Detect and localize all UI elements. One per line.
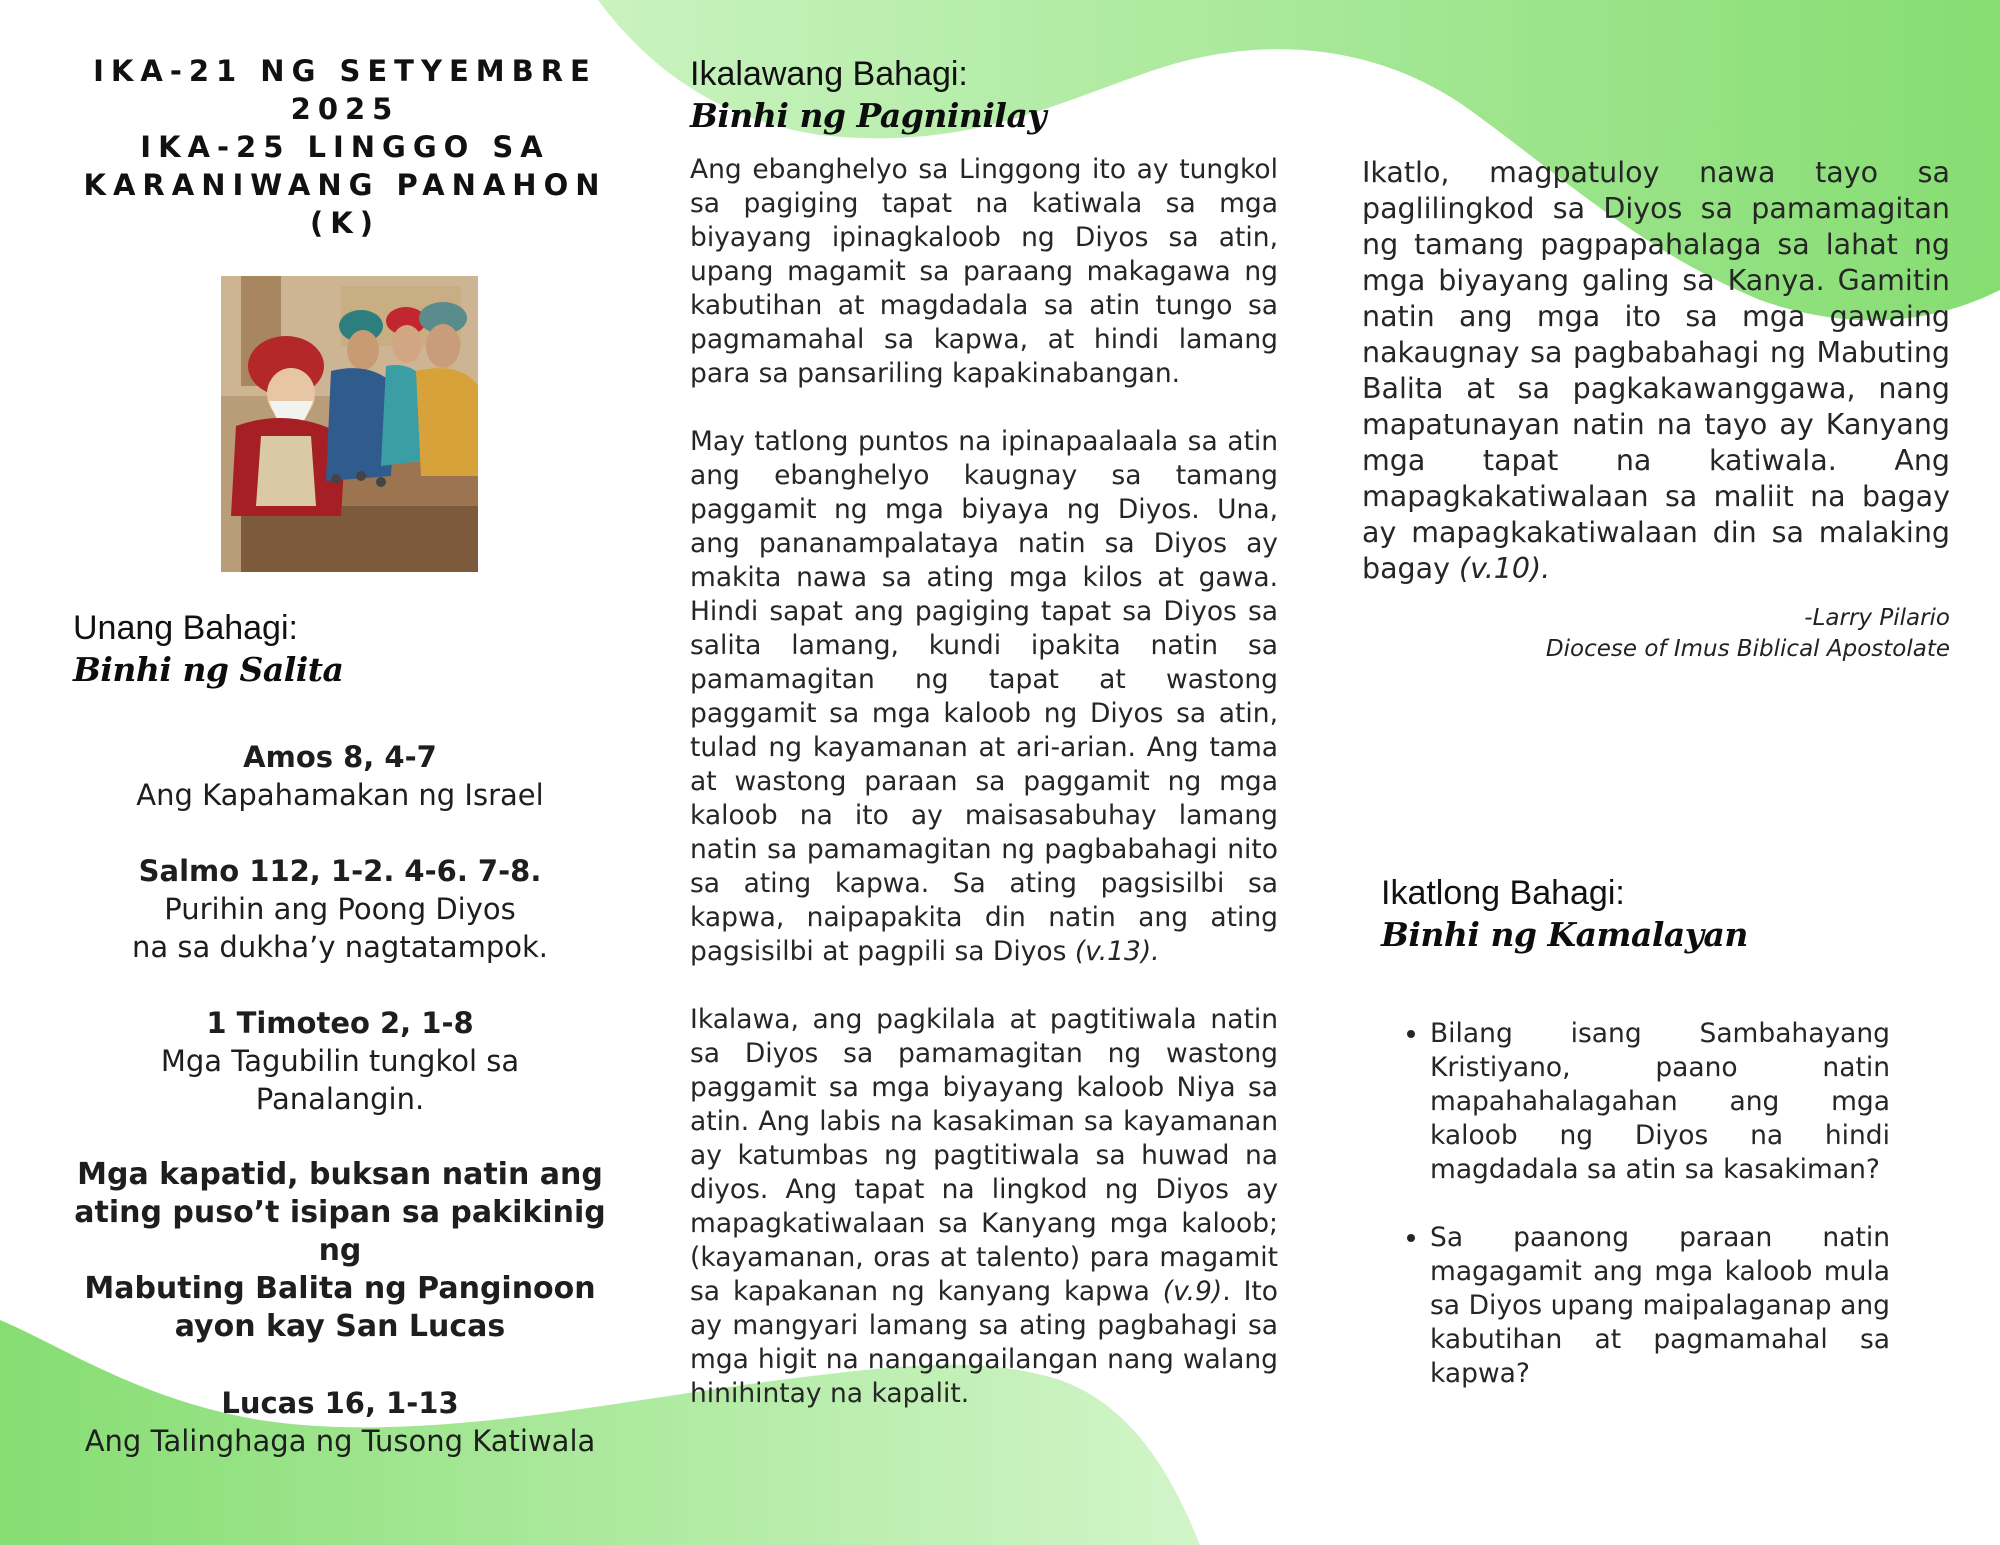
paragraph [1362, 155, 1950, 587]
paragraph [690, 425, 1278, 969]
verse-ref: (v.10). [1459, 552, 1551, 585]
reading-title: Purihin ang Poong Diyos [164, 892, 516, 926]
paragraph-text: Ikatlo, magpatuloy nawa tayo sa paglilingkod sa Diyos sa pamamagitan ng tamang pagpapahalaga sa lahat ng mga biyayang galing sa Kanya. Gamitin natin ang mga ito sa mga gawaing nakaugnay sa pagbabahagi ng Mabuting Balita at sa pagkakawanggawa, nang mapatunayan natin na tayo ay Kanyang mga tapat na katiwala. Ang mapagkakatiwalaan sa maliit na bagay ay mapagkakatiwalaan din sa malaking bagay [1362, 156, 1950, 585]
date-line: IKA-25 LINGGO SA [140, 130, 550, 164]
author-credit [1362, 603, 1950, 665]
date-line: (K) [310, 206, 380, 240]
date-title [70, 52, 620, 242]
reading-ref: 1 Timoteo 2, 1-8 [206, 1006, 474, 1040]
gospel-title: Ang Talinghaga ng Tusong Katiwala [84, 1424, 596, 1458]
paragraph [690, 1003, 1278, 1411]
section-title: Binhi ng Kamalayan [1381, 915, 1748, 954]
date-line: IKA-21 NG SETYEMBRE [93, 54, 597, 88]
section-heading-2 [690, 54, 1278, 138]
question-item: • Bilang isang Sambahayang Kristiyano, paano natin mapahahalagahan ang mga kaloob ng Diyos na hindi magdadala sa atin sa kasakiman? [1430, 1017, 1890, 1187]
section-label: Unang Bahagi: [73, 609, 298, 647]
paragraph: Ang ebanghelyo sa Linggong ito ay tungkol sa pagiging tapat na katiwala sa mga biyayang ipinagkaloob ng Diyos sa atin, upang magamit sa paraang makagawa ng kabutihan at magdadala sa atin tungo sa pagmamahal sa kapwa, at hindi lamang para sa pansariling kapakinabangan. [690, 154, 1278, 389]
paragraph-text: May tatlong puntos na ipinapaalaala sa atin ang ebanghelyo kaugnay sa tamang paggamit ng mga biyaya ng Diyos. Una, ang pananampalataya natin sa Diyos ay makita nawa sa ating mga kilos at gawa. Hindi sapat ang pagiging tapat sa Diyos sa salita lamang, kundi ipakita natin sa pamamagitan ng tapat at wastong paggamit sa mga kaloob ng Diyos sa atin, tulad ng kayamanan at ari-arian. Ang tama at wastong paraan sa paggamit ng mga kaloob na ito ay maisasabuhay lamang natin sa pamamagitan ng pagbabahagi nito sa ating kapwa. Sa ating pagsisilbi sa kapwa, naipapakita din natin ang ating pagsisilbi at pagpili sa Diyos [690, 426, 1278, 967]
readings-list [55, 738, 625, 1460]
date-line: 2025 [290, 92, 400, 126]
reading-ref: Salmo 112, 1-2. 4-6. 7-8. [138, 854, 542, 888]
gospel-ref: Lucas 16, 1-13 [221, 1386, 459, 1420]
paragraph-text: . Ito ay mangyari lamang sa ating pagbahagi sa mga higit na nangangailangan nang walang hinihintay na kapalit. [690, 1276, 1278, 1409]
reading-title: Mga Tagubilin tungkol sa [160, 1044, 520, 1078]
exhortation-line: ating puso’t isipan sa pakikinig ng [74, 1195, 606, 1268]
paragraph-text: Ikalawa, ang pagkilala at pagtitiwala natin sa Diyos sa pamamagitan ng wastong paggamit sa mga biyayang kaloob Niya sa atin. Ang labis na kasakiman sa kayamanan ay katumbas ng pagtitiwala sa huwad na diyos. Ang tapat na lingkod ng Diyos ay mapagkatiwalaan sa Kanyang mga kaloob; (kayamanan, oras at talento) para magamit sa kapakanan ng kanyang kapwa [690, 1004, 1278, 1307]
section-heading-1 [73, 608, 613, 692]
exhortation-line: Mga kapatid, buksan natin ang [77, 1157, 603, 1192]
verse-ref: (v.13). [1074, 936, 1160, 967]
question-item: • Sa paanong paraan natin magagamit ang mga kaloob mula sa Diyos upang maipalaganap ang kabutihan at pagmamahal sa kapwa? [1430, 1221, 1890, 1391]
date-line: KARANIWANG PANAHON [83, 168, 607, 202]
reading-ref: Amos 8, 4-7 [243, 740, 437, 774]
author-org: Diocese of Imus Biblical Apostolate [1545, 636, 1950, 662]
author-name: -Larry Pilario [1804, 605, 1950, 631]
reading-title: Ang Kapahamakan ng Israel [136, 778, 544, 812]
reading-title: na sa dukha’y nagtatampok. [131, 930, 549, 964]
section-label: Ikatlong Bahagi: [1381, 874, 1625, 912]
reading-title: Panalangin. [255, 1082, 425, 1116]
reflection-continued [1362, 155, 1950, 665]
exhortation-line: ayon kay San Lucas [174, 1309, 506, 1344]
section-heading-3 [1381, 873, 1941, 957]
section-title: Binhi ng Salita [73, 650, 344, 689]
verse-ref: (v.9) [1162, 1276, 1223, 1307]
reflection-text [690, 153, 1278, 1445]
exhortation-line: Mabuting Balita ng Panginoon [84, 1271, 596, 1306]
reflection-questions [1380, 1017, 1890, 1425]
section-title: Binhi ng Pagninilay [690, 96, 1047, 135]
section-label: Ikalawang Bahagi: [690, 55, 968, 93]
gospel-painting-image [221, 276, 478, 572]
